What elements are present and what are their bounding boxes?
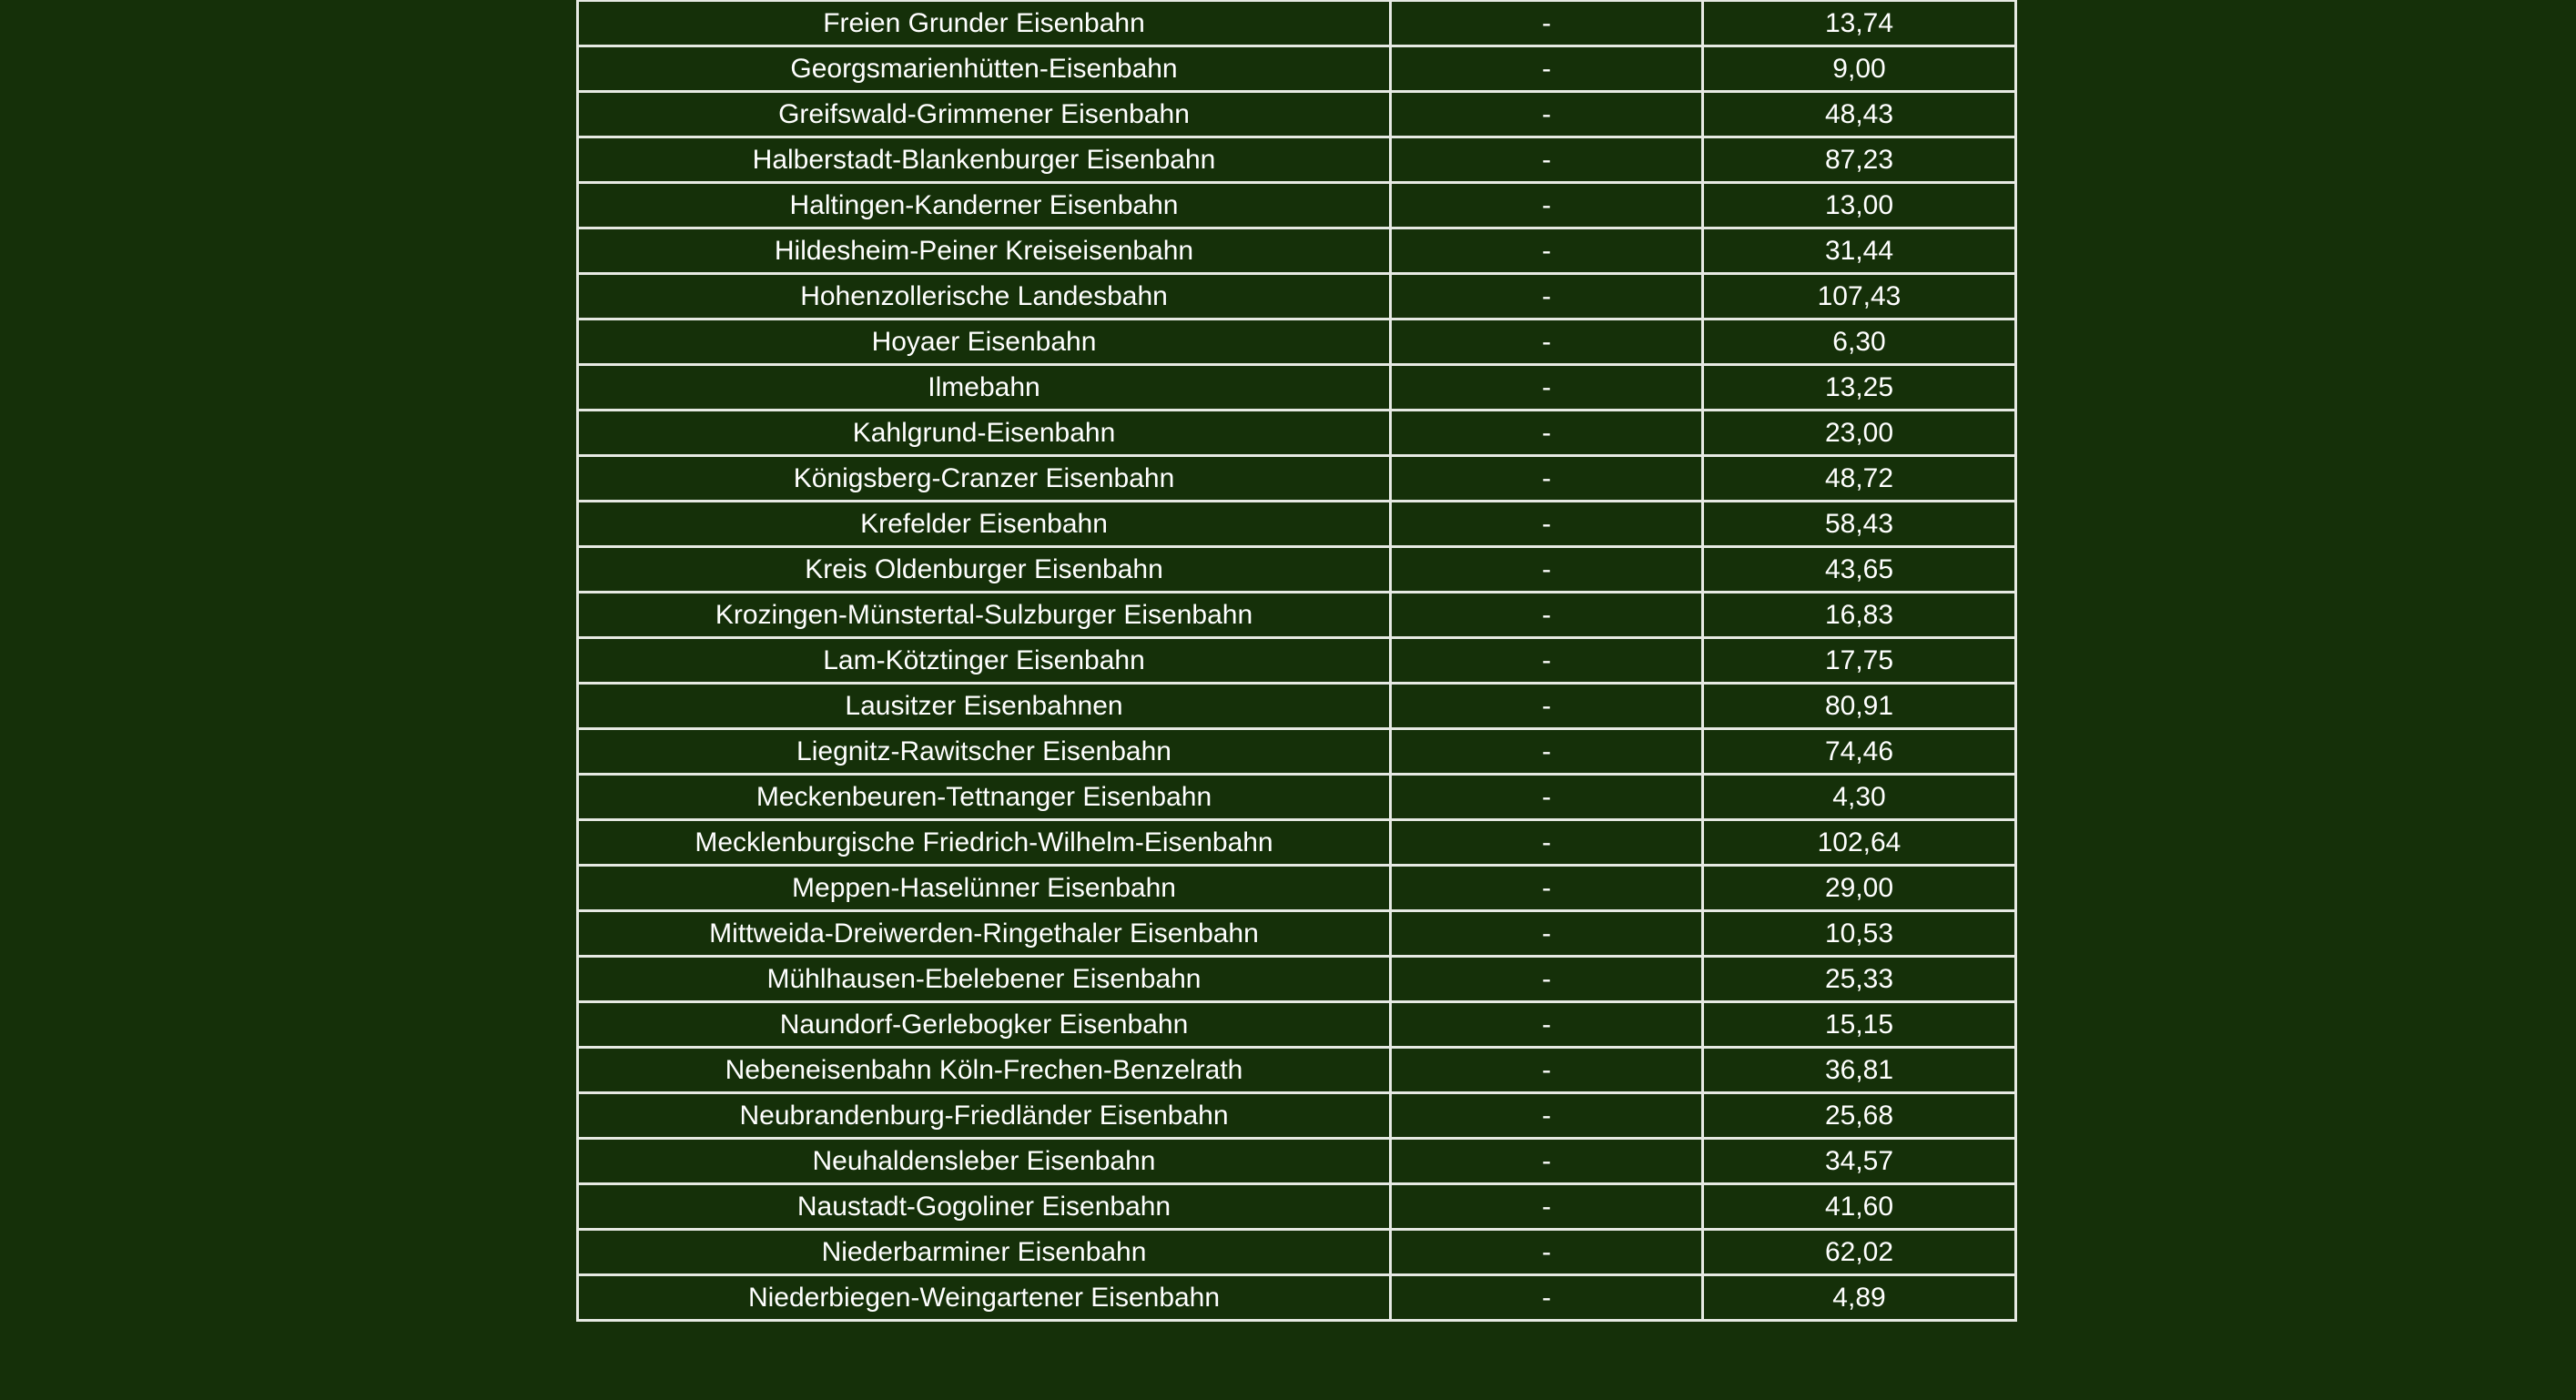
- railway-name-cell: Niederbiegen-Weingartener Eisenbahn: [578, 1275, 1391, 1321]
- value-cell: 48,72: [1703, 456, 2016, 502]
- table-body: [578, 1, 2016, 1321]
- railway-table-container: [576, 0, 2014, 1322]
- table-row: [578, 820, 2016, 866]
- table-row: [578, 957, 2016, 1002]
- table-row: [578, 456, 2016, 502]
- value-cell: 15,15: [1703, 1002, 2016, 1048]
- railway-name-cell: Kahlgrund-Eisenbahn: [578, 411, 1391, 456]
- table-row: [578, 684, 2016, 729]
- table-row: [578, 866, 2016, 911]
- table-row: [578, 228, 2016, 274]
- railway-name-cell: Mecklenburgische Friedrich-Wilhelm-Eisenbahn: [578, 820, 1391, 866]
- railway-name-cell: Hoyaer Eisenbahn: [578, 320, 1391, 365]
- railway-name-cell: Haltingen-Kanderner Eisenbahn: [578, 183, 1391, 228]
- table-row: [578, 911, 2016, 957]
- dash-cell: -: [1391, 820, 1703, 866]
- dash-cell: -: [1391, 684, 1703, 729]
- railway-name-cell: Mühlhausen-Ebelebener Eisenbahn: [578, 957, 1391, 1002]
- table-row: [578, 1275, 2016, 1321]
- value-cell: 74,46: [1703, 729, 2016, 775]
- table-row: [578, 137, 2016, 183]
- railway-name-cell: Lam-Kötztinger Eisenbahn: [578, 638, 1391, 684]
- dash-cell: -: [1391, 411, 1703, 456]
- dash-cell: -: [1391, 46, 1703, 92]
- table-row: [578, 1048, 2016, 1093]
- dash-cell: -: [1391, 593, 1703, 638]
- dash-cell: -: [1391, 1275, 1703, 1321]
- value-cell: 80,91: [1703, 684, 2016, 729]
- value-cell: 107,43: [1703, 274, 2016, 320]
- value-cell: 31,44: [1703, 228, 2016, 274]
- dash-cell: -: [1391, 365, 1703, 411]
- value-cell: 9,00: [1703, 46, 2016, 92]
- dash-cell: -: [1391, 1184, 1703, 1230]
- table-row: [578, 593, 2016, 638]
- dash-cell: -: [1391, 775, 1703, 820]
- value-cell: 13,25: [1703, 365, 2016, 411]
- value-cell: 87,23: [1703, 137, 2016, 183]
- table-row: [578, 502, 2016, 547]
- railway-name-cell: Nebeneisenbahn Köln-Frechen-Benzelrath: [578, 1048, 1391, 1093]
- dash-cell: -: [1391, 1093, 1703, 1139]
- value-cell: 25,33: [1703, 957, 2016, 1002]
- value-cell: 36,81: [1703, 1048, 2016, 1093]
- railway-name-cell: Meckenbeuren-Tettnanger Eisenbahn: [578, 775, 1391, 820]
- table-row: [578, 775, 2016, 820]
- table-row: [578, 638, 2016, 684]
- dash-cell: -: [1391, 547, 1703, 593]
- dash-cell: -: [1391, 456, 1703, 502]
- dash-cell: -: [1391, 137, 1703, 183]
- value-cell: 41,60: [1703, 1184, 2016, 1230]
- table-row: [578, 183, 2016, 228]
- value-cell: 48,43: [1703, 92, 2016, 137]
- railway-name-cell: Liegnitz-Rawitscher Eisenbahn: [578, 729, 1391, 775]
- value-cell: 17,75: [1703, 638, 2016, 684]
- railway-name-cell: Niederbarminer Eisenbahn: [578, 1230, 1391, 1275]
- value-cell: 43,65: [1703, 547, 2016, 593]
- value-cell: 4,89: [1703, 1275, 2016, 1321]
- railway-name-cell: Neuhaldensleber Eisenbahn: [578, 1139, 1391, 1184]
- railway-name-cell: Krozingen-Münstertal-Sulzburger Eisenbahn: [578, 593, 1391, 638]
- dash-cell: -: [1391, 638, 1703, 684]
- dash-cell: -: [1391, 1139, 1703, 1184]
- railway-name-cell: Hohenzollerische Landesbahn: [578, 274, 1391, 320]
- railway-name-cell: Mittweida-Dreiwerden-Ringethaler Eisenbahn: [578, 911, 1391, 957]
- dash-cell: -: [1391, 911, 1703, 957]
- table-row: [578, 1002, 2016, 1048]
- railway-name-cell: Neubrandenburg-Friedländer Eisenbahn: [578, 1093, 1391, 1139]
- railway-name-cell: Kreis Oldenburger Eisenbahn: [578, 547, 1391, 593]
- table-row: [578, 547, 2016, 593]
- table-row: [578, 46, 2016, 92]
- dash-cell: -: [1391, 92, 1703, 137]
- value-cell: 58,43: [1703, 502, 2016, 547]
- table-row: [578, 411, 2016, 456]
- value-cell: 62,02: [1703, 1230, 2016, 1275]
- railway-name-cell: Naundorf-Gerlebogker Eisenbahn: [578, 1002, 1391, 1048]
- dash-cell: -: [1391, 729, 1703, 775]
- table-row: [578, 729, 2016, 775]
- table-row: [578, 1230, 2016, 1275]
- railway-name-cell: Georgsmarienhütten-Eisenbahn: [578, 46, 1391, 92]
- dash-cell: -: [1391, 1, 1703, 46]
- railway-name-cell: Freien Grunder Eisenbahn: [578, 1, 1391, 46]
- railway-name-cell: Halberstadt-Blankenburger Eisenbahn: [578, 137, 1391, 183]
- railway-name-cell: Ilmebahn: [578, 365, 1391, 411]
- table-row: [578, 1184, 2016, 1230]
- table-row: [578, 1139, 2016, 1184]
- value-cell: 34,57: [1703, 1139, 2016, 1184]
- table-row: [578, 274, 2016, 320]
- table-row: [578, 320, 2016, 365]
- dash-cell: -: [1391, 1230, 1703, 1275]
- railway-name-cell: Meppen-Haselünner Eisenbahn: [578, 866, 1391, 911]
- table-row: [578, 1, 2016, 46]
- value-cell: 102,64: [1703, 820, 2016, 866]
- dash-cell: -: [1391, 866, 1703, 911]
- dash-cell: -: [1391, 1002, 1703, 1048]
- value-cell: 23,00: [1703, 411, 2016, 456]
- value-cell: 6,30: [1703, 320, 2016, 365]
- value-cell: 4,30: [1703, 775, 2016, 820]
- table-row: [578, 92, 2016, 137]
- railway-name-cell: Hildesheim-Peiner Kreiseisenbahn: [578, 228, 1391, 274]
- dash-cell: -: [1391, 274, 1703, 320]
- dash-cell: -: [1391, 228, 1703, 274]
- railway-name-cell: Königsberg-Cranzer Eisenbahn: [578, 456, 1391, 502]
- value-cell: 29,00: [1703, 866, 2016, 911]
- dash-cell: -: [1391, 502, 1703, 547]
- railway-table: [576, 0, 2017, 1322]
- value-cell: 13,74: [1703, 1, 2016, 46]
- value-cell: 13,00: [1703, 183, 2016, 228]
- value-cell: 25,68: [1703, 1093, 2016, 1139]
- table-row: [578, 365, 2016, 411]
- railway-name-cell: Lausitzer Eisenbahnen: [578, 684, 1391, 729]
- value-cell: 16,83: [1703, 593, 2016, 638]
- railway-name-cell: Greifswald-Grimmener Eisenbahn: [578, 92, 1391, 137]
- dash-cell: -: [1391, 957, 1703, 1002]
- dash-cell: -: [1391, 183, 1703, 228]
- value-cell: 10,53: [1703, 911, 2016, 957]
- dash-cell: -: [1391, 1048, 1703, 1093]
- railway-name-cell: Krefelder Eisenbahn: [578, 502, 1391, 547]
- railway-name-cell: Naustadt-Gogoliner Eisenbahn: [578, 1184, 1391, 1230]
- table-row: [578, 1093, 2016, 1139]
- dash-cell: -: [1391, 320, 1703, 365]
